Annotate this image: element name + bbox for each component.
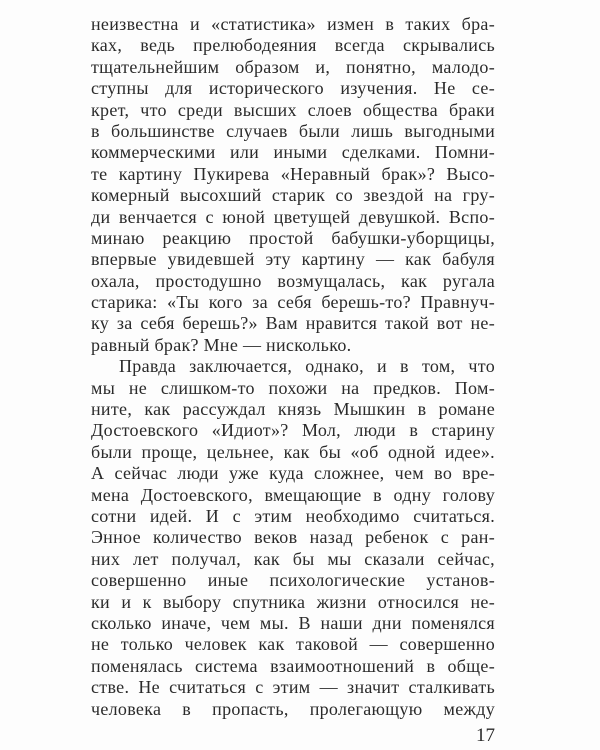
text-line: Достоевского «Идиот»? Мол, люди в старину [91,420,495,441]
text-line: были проще, цельнее, как бы «об одной идее». [91,441,495,462]
body-text [91,14,495,720]
text-line: Правда заключается, однако, и в том, что [119,356,495,377]
text-line: неизвестна и «статистика» измен в таких бра- [91,14,495,34]
text-line: старика: «Ты кого за себя берешь-то? Правнуч- [91,292,495,313]
text-line: ступны для исторического изучения. Не се- [91,78,495,99]
text-line: ку за себя берешь?» Вам нравится такой вот не- [91,313,495,334]
text-line: ните, как рассуждал князь Мышкин в романе [91,399,495,420]
text-line: тщательнейшим образом и, понятно, малодо- [91,56,495,77]
text-line: в большинстве случаев были лишь выгодными [91,120,495,141]
text-line: равный брак? Мне — нисколько. [91,334,352,355]
text-line: ках, ведь прелюбодеяния всегда скрывались [91,35,495,56]
text-line: ки и к выбору спутника жизни относился не- [91,591,495,612]
page-number: 17 [476,725,495,746]
text-line: сколько иначе, чем мы. В наши дни поменялся [91,612,495,633]
text-line: охала, простодушно возмущалась, как ругала [91,270,495,291]
text-line: мы не слишком-то похожи на предков. Пом- [91,377,495,398]
text-line: те картину Пукирева «Неравный брак»? Высо- [91,163,495,184]
text-line: коммерческими или иными сделками. Помни- [91,142,495,163]
text-line: А сейчас люди уже куда сложнее, чем во вре- [91,463,495,484]
text-line: впервые увидевшей эту картину — как бабуля [91,249,495,270]
text-line: комерный высохший старик со звездой на гру- [91,185,495,206]
text-line: не только человек как таковой — совершенно [91,634,495,655]
text-line: ди венчается с юной цветущей девушкой. Вспо- [91,206,495,227]
text-line: них лет получал, как бы мы сказали сейчас, [91,548,495,569]
text-line: совершенно иные психологические установ- [91,570,495,591]
text-line: Энное количество веков назад ребенок с ран- [91,527,495,548]
text-line: стве. Не считаться с этим — значит сталкивать [91,677,495,698]
text-line: человека в пропасть, пролегающую между [91,698,495,719]
text-line: минаю реакцию простой бабушки-уборщицы, [91,227,495,248]
text-line: поменялась система взаимоотношений в обще- [91,655,495,676]
text-line: сотни идей. И с этим необходимо считаться. [91,505,495,526]
text-line: мена Достоевского, вмещающие в одну голову [91,484,495,505]
text-line: крет, что среди высших слоев общества браки [91,99,495,120]
